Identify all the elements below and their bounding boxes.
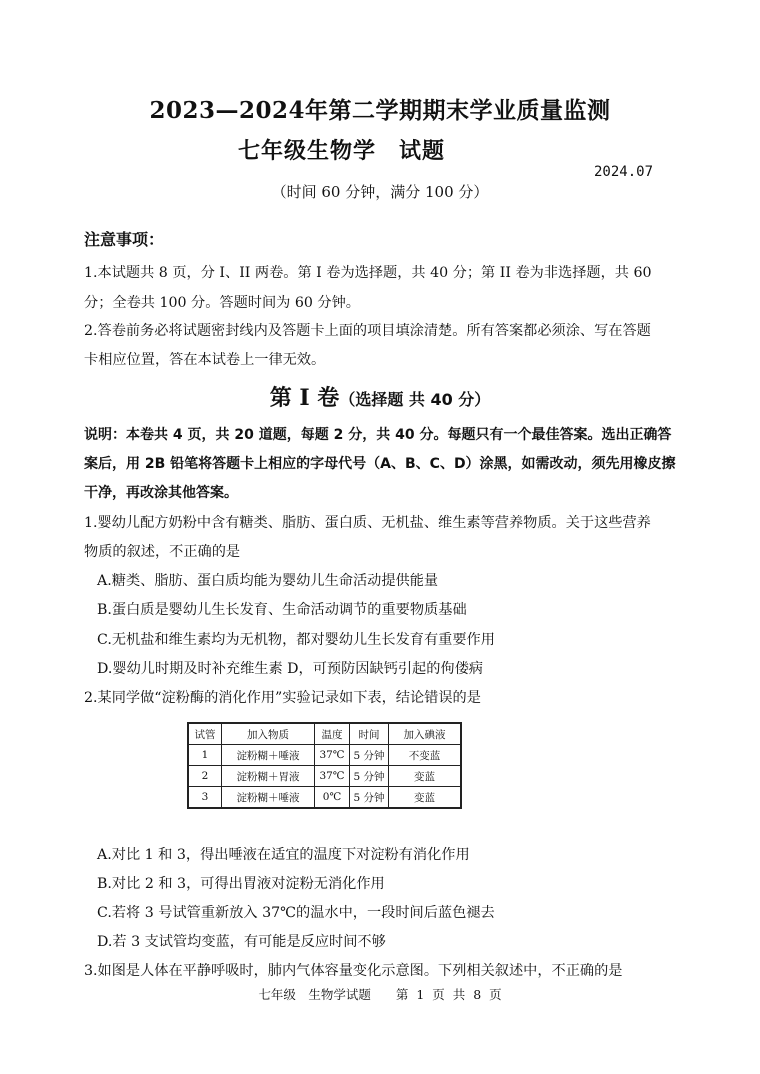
q1-stem: 物质的叙述，不正确的是 <box>84 544 241 560</box>
table-header: 时间 <box>350 723 389 745</box>
table-cell: 变蓝 <box>389 766 462 787</box>
q2-stem: 2.某同学做“淀粉酶的消化作用”实验记录如下表，结论错误的是 <box>84 690 481 706</box>
q2-option-b: B.对比 2 和 3，可得出胃液对淀粉无消化作用 <box>97 876 385 892</box>
notice-heading: 注意事项： <box>84 230 165 249</box>
table-cell: 0℃ <box>315 787 350 809</box>
section-title <box>0 381 760 412</box>
instruction-line: 说明：本卷共 4 页，共 20 道题，每题 2 分，共 40 分。每题只有一个最佳答案。选出正确答 <box>84 427 672 443</box>
table-cell: 37℃ <box>315 745 350 766</box>
section-title-main: 第 I 卷 <box>269 385 340 411</box>
table-header: 试管 <box>188 723 222 745</box>
table-cell: 3 <box>188 787 222 809</box>
notice-line: 分；全卷共 100 分。答题时间为 60 分钟。 <box>84 295 360 311</box>
q2-option-a: A.对比 1 和 3，得出唾液在适宜的温度下对淀粉有消化作用 <box>97 847 470 863</box>
page-footer: 七年级 生物学试题 第 1 页 共 8 页 <box>258 987 502 1002</box>
q1-option-a: A.糖类、脂肪、蛋白质均能为婴幼儿生命活动提供能量 <box>97 573 439 589</box>
experiment-table <box>187 722 462 809</box>
table-header: 加入碘液 <box>389 723 462 745</box>
q1-option-d: D.婴幼儿时期及时补充维生素 D，可预防因缺钙引起的佝偻病 <box>97 661 483 677</box>
table-row <box>188 766 461 787</box>
table-cell: 1 <box>188 745 222 766</box>
table-cell: 5 分钟 <box>350 766 389 787</box>
q3-stem: 3.如图是人体在平静呼吸时，肺内气体容量变化示意图。下列相关叙述中，不正确的是 <box>84 963 623 979</box>
table-cell: 不变蓝 <box>389 745 462 766</box>
table-header-row <box>188 723 461 745</box>
instruction-line: 干净，再改涂其他答案。 <box>84 485 238 501</box>
table-row <box>188 787 461 809</box>
section-title-sub: （选择题 共 40 分） <box>339 390 491 409</box>
table-cell: 2 <box>188 766 222 787</box>
q1-option-c: C.无机盐和维生素均为无机物，都对婴幼儿生长发育有重要作用 <box>97 632 495 648</box>
instruction-line: 案后，用 2B 铅笔将答题卡上相应的字母代号（A、B、C、D）涂黑，如需改动，须先用橡皮擦 <box>84 456 676 472</box>
table-cell: 变蓝 <box>389 787 462 809</box>
table-cell: 37℃ <box>315 766 350 787</box>
table-cell: 淀粉糊＋唾液 <box>222 745 315 766</box>
table-cell: 5 分钟 <box>350 787 389 809</box>
exam-subtitle: 七年级生物学 试题 <box>238 138 446 164</box>
exam-date: 2024.07 <box>594 164 654 180</box>
notice-line: 卡相应位置，答在本试卷上一律无效。 <box>84 352 326 368</box>
table-row <box>188 745 461 766</box>
exam-title: 2023—2024年第二学期期末学业质量监测 <box>149 97 611 124</box>
table-cell: 淀粉糊＋胃液 <box>222 766 315 787</box>
time-info: （时间 60 分钟，满分 100 分） <box>271 183 489 201</box>
table-header: 温度 <box>315 723 350 745</box>
q2-option-d: D.若 3 支试管均变蓝，有可能是反应时间不够 <box>97 934 386 950</box>
table-cell: 5 分钟 <box>350 745 389 766</box>
q1-option-b: B.蛋白质是婴幼儿生长发育、生命活动调节的重要物质基础 <box>97 602 467 618</box>
q2-option-c: C.若将 3 号试管重新放入 37℃的温水中，一段时间后蓝色褪去 <box>97 905 495 921</box>
q1-stem: 1.婴幼儿配方奶粉中含有糖类、脂肪、蛋白质、无机盐、维生素等营养物质。关于这些营养 <box>84 515 651 531</box>
notice-line: 2.答卷前务必将试题密封线内及答题卡上面的项目填涂清楚。所有答案都必须涂、写在答题 <box>84 323 651 339</box>
table-cell: 淀粉糊＋唾液 <box>222 787 315 809</box>
notice-line: 1.本试题共 8 页，分 I、II 两卷。第 I 卷为选择题，共 40 分；第 II 卷为非选择题，共 60 <box>84 265 652 281</box>
table-header: 加入物质 <box>222 723 315 745</box>
